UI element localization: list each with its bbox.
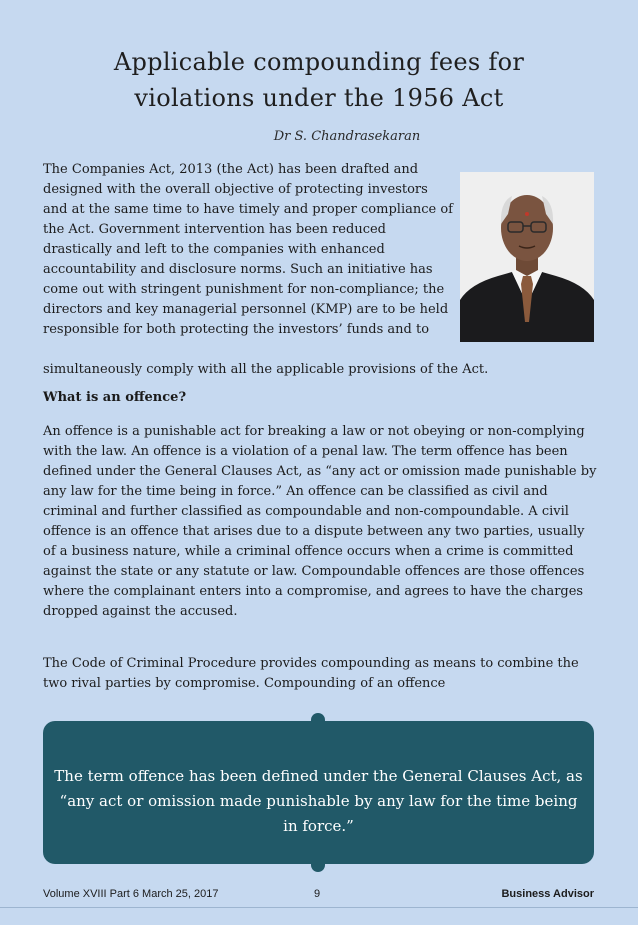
author-photo (460, 172, 594, 342)
title-line-2: violations under the 1956 Act (134, 84, 504, 112)
footer-rule (0, 907, 638, 908)
title-line-1: Applicable compounding fees for (113, 48, 525, 76)
intro-paragraph: The Companies Act, 2013 (the Act) has been drafted and designed with the overall objective of protecting investors and at the same time to have timely and proper compliance of the Act. Government intervention has been reduced drastically and left to the companies with enhanced accountability and disclosure norms. Such an initiative has come out with stringent punishment for non-compliance; the directors and key managerial personnel (KMP) are to be held responsible for both protecting the investors’ funds and to (43, 162, 453, 337)
footer-page-number: 9 (314, 888, 321, 900)
page-footer (43, 888, 594, 906)
footer-volume: Volume XVIII Part 6 March 25, 2017 (43, 888, 219, 900)
quote-notch-bottom (311, 862, 325, 872)
section-heading: What is an offence? (43, 390, 187, 405)
pull-quote-text: The term offence has been defined under the General Clauses Act, as “any act or omission made punishable by any law for the time being in force.” (54, 767, 583, 835)
compounding-paragraph: The Code of Criminal Procedure provides compounding as means to combine the two rival parties by compromise. Compounding of an offence (43, 656, 579, 691)
author-byline: Dr S. Chandrasekaran (273, 129, 421, 144)
article-title (40, 44, 598, 116)
intro-paragraph-end: simultaneously comply with all the applicable provisions of the Act. (43, 362, 489, 377)
footer-publication: Business Advisor (501, 888, 594, 900)
offence-paragraph: An offence is a punishable act for breaking a law or not obeying or non-complying with the law. An offence is a violation of a penal law. The term offence has been defined under the General Clauses Act, as “any act or omission made punishable by any law for the time being in force.” An offence can be classified as civil and criminal and further classified as compoundable and non-compoundable. A civil offence is an offence that arises due to a dispute between any two parties, usually of a business nature, while a criminal offence occurs when a crime is committed against the state or any statute or law. Compoundable offences are those offences where the complainant enters into a compromise, and agrees to have the charges dropped against the accused. (43, 424, 597, 619)
